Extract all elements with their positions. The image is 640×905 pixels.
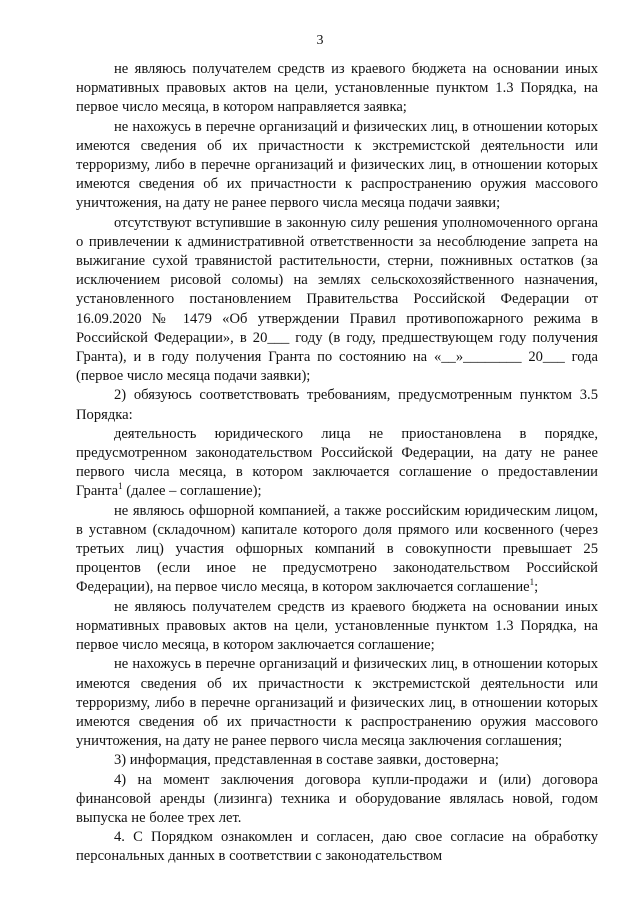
- paragraph-extremism-list-agreement: не нахожусь в перечне организаций и физических лиц, в отношении которых имеются сведения об их причастности к экстремистской деятельности или терроризму, либо в перечне организаций и физических лиц, в отношении которых имеются сведения об их причастности к распространению оружия массового уничтожения, на дату не ранее первого числа месяца заключения соглашения;: [76, 656, 598, 750]
- paragraph-consent: 4. С Порядком ознакомлен и согласен, даю свое согласие на обработку персональных данных в соответствии с законодательством: [76, 829, 598, 865]
- paragraph-budget-recipient-application: не являюсь получателем средств из краевого бюджета на основании иных нормативных правовых актов на цели, установленные пунктом 1.3 Порядка, на первое число месяца, в котором направляется заявка;: [76, 61, 598, 116]
- paragraph-equipment-new: 4) на момент заключения договора купли-продажи и (или) договора финансовой аренды (лизинга) техника и оборудование являлась новой, годом выпуска не более трех лет.: [76, 771, 598, 826]
- paragraph-text-end: ;: [534, 579, 539, 596]
- paragraph-budget-recipient-agreement: не являюсь получателем средств из краевого бюджета на основании иных нормативных правовых актов на цели, установленные пунктом 1.3 Порядка, на первое число месяца, в котором заключается соглашение;: [76, 598, 598, 654]
- paragraph-burning-ban: отсутствуют вступившие в законную силу решения уполномоченного органа о привлечении к административной ответственности за несоблюдение запрета на выжигание сухой травянистой растительности, стерни, пожнивных остатков (за исключением рисовой соломы) на землях сельскохозяйственного назначения, установленного постановлением Правительства Российской Федерации от 16.09.2020 № 1479 «Об утверждении Правил противопожарного режима в Российской Федерации», в 20___ году (в году, предшествующем году получения Гранта), и в году получения Гранта по состоянию на «__»________ 20___ года (первое число месяца подачи заявки);: [76, 214, 598, 385]
- paragraph-information-reliable: 3) информация, представленная в составе заявки, достоверна;: [114, 752, 499, 769]
- paragraph-obligation-requirements: 2) обязуюсь соответствовать требованиям, предусмотренным пунктом 3.5 Порядка:: [76, 387, 598, 423]
- document-body: [76, 60, 598, 867]
- paragraph-text: деятельность юридического лица не приостановлена в порядке, предусмотренном законодательством Российской Федерации, на дату не ранее первого числа месяца, в котором заключается соглашение о предоставлении Гранта: [76, 425, 598, 500]
- paragraph-offshore-company: [76, 502, 598, 598]
- paragraph-text: не являюсь офшорной компанией, а также российским юридическим лицом, в уставном (складочном) капитале которого доля прямого или косвенного (через третьих лиц) участия офшорных компаний в совокупности превышает 25 процентов (если иное не предусмотрено законодательством Российской Федерации), на первое число месяца, в котором заключается соглашение: [76, 502, 598, 596]
- paragraph-extremism-list-application: не нахожусь в перечне организаций и физических лиц, в отношении которых имеются сведения об их причастности к экстремистской деятельности или терроризму, либо в перечне организаций и физических лиц, в отношении которых имеются сведения об их причастности к распространению оружия массового уничтожения, на дату не ранее первого числа месяца подачи заявки;: [76, 118, 598, 212]
- paragraph-activity-not-suspended: [76, 425, 598, 502]
- paragraph-text-end: (далее – соглашение);: [122, 483, 262, 500]
- page-number: 3: [316, 33, 324, 48]
- footnote-mark: 1: [118, 481, 123, 492]
- footnote-mark: 1: [529, 577, 535, 588]
